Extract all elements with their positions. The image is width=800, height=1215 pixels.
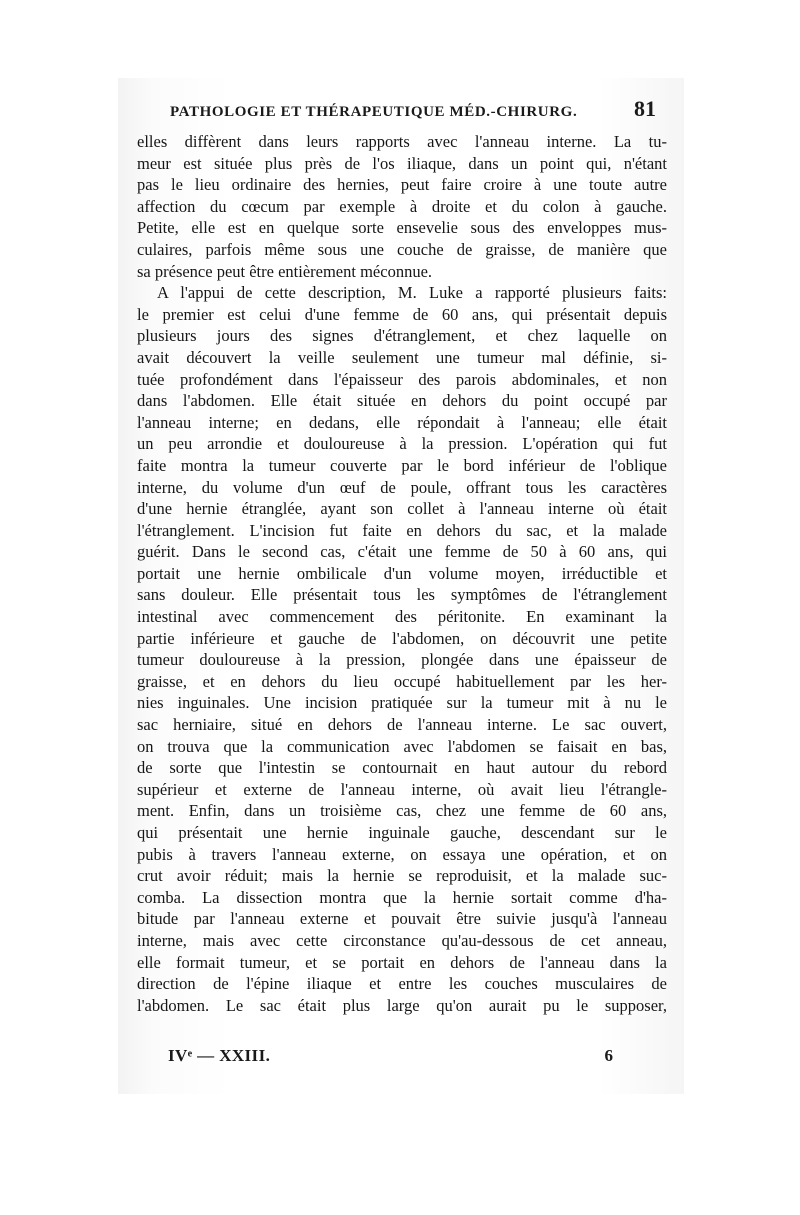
text-line: dans l'abdomen. Elle était située en dehors du point occupé par [137,391,667,411]
text-line: interne, mais avec cette circonstance qu'au-dessous de cet anneau, [137,930,667,950]
text-line: direction de l'épine iliaque et entre les couches musculaires de [137,974,667,994]
page-number: 81 [634,96,656,121]
text-line: elle formait tumeur, et se portait en dehors de l'anneau dans la [137,952,667,972]
text-line: sa présence peut être entièrement méconnue. [137,261,433,281]
running-head: PATHOLOGIE ET THÉRAPEUTIQUE MÉD.-CHIRURG. [170,104,578,120]
text-line: graisse, et en dehors du lieu occupé habituellement par les her- [137,671,667,691]
text-line: tumeur douloureuse à la pression, plongée dans une épaisseur de [137,650,667,670]
text-line: l'étranglement. L'incision fut faite en dehors du sac, et la malade [137,520,667,540]
text-line: on trouva que la communication avec l'abdomen se faisait en bas, [137,736,667,756]
text-line: guérit. Dans le second cas, c'était une femme de 50 à 60 ans, qui [137,542,667,562]
signature-mark: IVᵉ — XXIII. [168,1046,271,1065]
text-line: pubis à travers l'anneau externe, on essaya une opération, et on [137,844,667,864]
text-line: plusieurs jours des signes d'étranglement, et chez laquelle on [137,326,667,346]
text-line: faite montra la tumeur couverte par le bord inférieur de l'oblique [137,455,667,475]
text-line: Petite, elle est en quelque sorte ensevelie sous des enveloppes mus- [137,218,667,238]
text-line: sac herniaire, situé en dehors de l'anneau interne. Le sac ouvert, [137,715,667,735]
text-line: nies inguinales. Une incision pratiquée sur la tumeur mit à nu le [137,693,667,713]
body-text [137,131,667,1016]
text-line: tuée profondément dans l'épaisseur des parois abdominales, et non [137,369,667,389]
text-line: crut avoir réduit; mais la hernie se reproduisit, et la malade suc- [137,866,667,886]
text-line: ment. Enfin, dans un troisième cas, chez une femme de 60 ans, [137,801,667,821]
text-line: affection du cœcum par exemple à droite et du colon à gauche. [137,196,667,216]
text-line: un peu arrondie et douloureuse à la pression. L'opération qui fut [137,434,667,454]
text-line: sans douleur. Elle présentait tous les symptômes de l'étranglement [137,585,667,605]
page-footer [168,1046,613,1072]
page-header [170,96,656,126]
text-line: partie inférieure et gauche de l'abdomen, on découvrit une petite [137,628,667,648]
text-line: l'anneau interne; en dedans, elle répondait à l'anneau; elle était [137,412,667,432]
text-line: de sorte que l'intestin se contournait en haut autour du rebord [137,758,667,778]
text-line: bitude par l'anneau externe et pouvait être suivie jusqu'à l'anneau [137,909,667,929]
text-line: A l'appui de cette description, M. Luke a rapporté plusieurs faits: [157,283,667,303]
text-line: elles diffèrent dans leurs rapports avec l'anneau interne. La tu- [137,132,667,151]
text-line: pas le lieu ordinaire des hernies, peut faire croire à une toute autre [137,175,667,195]
text-line: comba. La dissection montra que la hernie sortait comme d'ha- [137,887,667,907]
text-line: avait découvert la veille seulement une tumeur mal définie, si- [137,347,667,367]
text-line: intestinal avec commencement des péritonite. En examinant la [137,607,667,627]
text-line: qui présentait une hernie inguinale gauche, descendant sur le [137,823,667,842]
text-line: d'une hernie étranglée, ayant son collet à l'anneau interne où était [137,499,667,519]
text-line: le premier est celui d'une femme de 60 ans, qui présentait depuis [137,304,667,324]
text-line: l'abdomen. Le sac était plus large qu'on aurait pu le supposer, [137,995,667,1015]
text-line: interne, du volume d'un œuf de poule, offrant tous les caractères [137,477,667,497]
text-line: meur est située plus près de l'os iliaque, dans un point qui, n'étant [137,153,667,173]
text-line: portait une hernie ombilicale d'un volume moyen, irréductible et [137,563,667,583]
text-line: culaires, parfois même sous une couche de graisse, de manière que [137,239,667,259]
signature-number: 6 [604,1046,613,1065]
text-line: supérieur et externe de l'anneau interne, où avait lieu l'étrangle- [137,779,667,799]
